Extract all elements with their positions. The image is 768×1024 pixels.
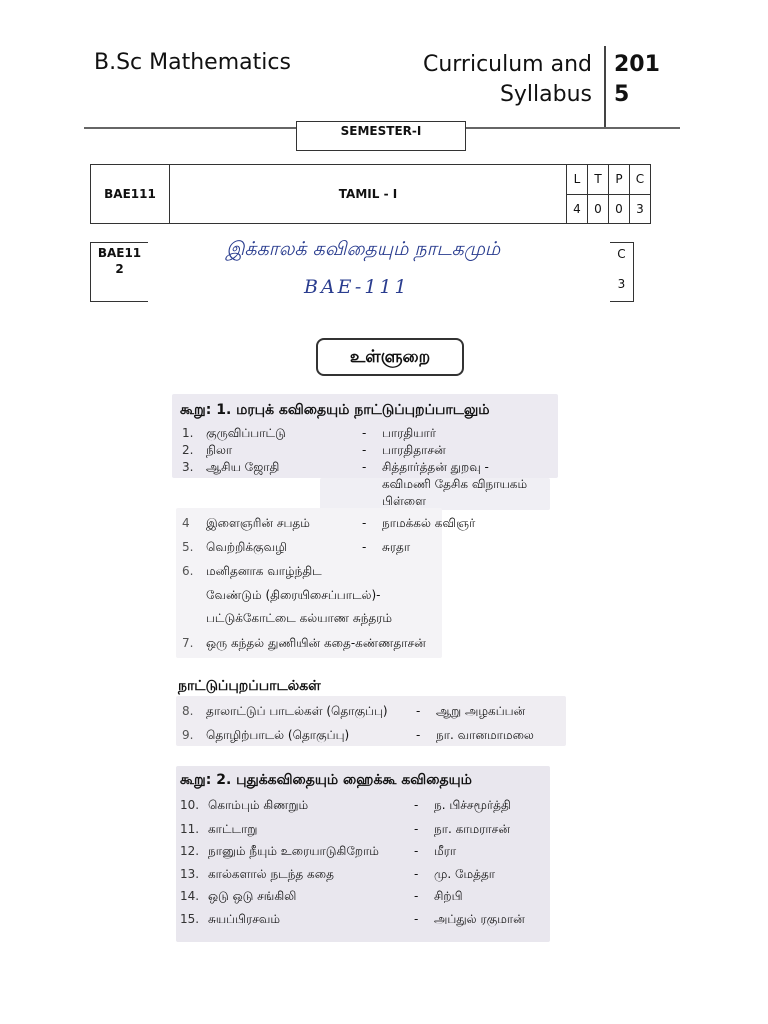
header-subtitle-line2: Syllabus bbox=[499, 82, 592, 107]
item-author: ஆறு அழகப்பன் bbox=[436, 704, 526, 718]
item-title: கொம்பும் கிணறும் bbox=[208, 798, 309, 812]
item-author: பாரதியார் bbox=[382, 426, 437, 440]
item-dash: - bbox=[414, 867, 419, 881]
item-author: நாமக்கல் கவிஞர் bbox=[382, 516, 476, 530]
item-title: வெற்றிக்குவழி bbox=[206, 540, 287, 554]
item-dash: - bbox=[414, 822, 419, 836]
header-divider bbox=[604, 46, 606, 128]
course2-credit bbox=[610, 242, 634, 302]
contents-heading: உள்ளுறை bbox=[316, 338, 464, 376]
item-title: சுயப்பிரசவம் bbox=[208, 912, 280, 926]
item-dash: - bbox=[414, 889, 419, 903]
course-table bbox=[90, 164, 651, 224]
item-number: 3. bbox=[182, 460, 194, 474]
list-item-continuation: கவிமணி தேசிக விநாயகம் bbox=[382, 477, 528, 491]
item-author: சித்தார்த்தன் துறவு - bbox=[382, 460, 489, 474]
header-year-line2: 5 bbox=[614, 82, 630, 107]
item-number: 8. bbox=[182, 704, 194, 718]
handwritten-code: BAE-111 bbox=[304, 276, 410, 298]
item-number: 11. bbox=[180, 822, 200, 836]
course2-credit-value: 3 bbox=[617, 277, 626, 291]
course2-credit-header: C bbox=[617, 247, 626, 261]
course2-code bbox=[90, 242, 148, 302]
item-author: சிற்பி bbox=[434, 889, 463, 903]
item-title: ஆசிய ஜோதி bbox=[206, 460, 280, 474]
course-title: TAMIL - I bbox=[170, 165, 567, 224]
section1-heading: கூறு: 1. மரபுக் கவிதையும் நாட்டுப்புறப்பாடலும் bbox=[180, 402, 490, 418]
item-author: சுரதா bbox=[382, 540, 411, 554]
item-title: ஒரு கந்தல் துணியின் கதை-கண்ணதாசன் bbox=[206, 636, 426, 650]
item-author: நா. காமராசன் bbox=[434, 822, 510, 836]
item-number: 5. bbox=[182, 540, 194, 554]
header-year bbox=[614, 50, 660, 110]
item-author: அப்துல் ரகுமான் bbox=[434, 912, 525, 926]
header-subtitle-line1: Curriculum and bbox=[422, 52, 592, 77]
ltpc-header-l: L bbox=[567, 165, 588, 195]
item-dash: - bbox=[416, 728, 421, 742]
item-title: காட்டாறு bbox=[208, 822, 258, 836]
item-author: பாரதிதாசன் bbox=[382, 443, 446, 457]
handwritten-title: இக்காலக் கவிதையும் நாடகமும் bbox=[226, 238, 501, 260]
item-number: 15. bbox=[180, 912, 200, 926]
list-item-continuation: பிள்ளை bbox=[382, 494, 426, 508]
item-author: மு. மேத்தா bbox=[434, 867, 496, 881]
course-code: BAE111 bbox=[91, 165, 170, 224]
item-title: குருவிப்பாட்டு bbox=[206, 426, 286, 440]
ltpc-value-l: 4 bbox=[567, 194, 588, 224]
item-author: நா. வானமாமலை bbox=[436, 728, 534, 742]
item-number: 13. bbox=[180, 867, 200, 881]
item-dash: - bbox=[414, 912, 419, 926]
list-item-continuation: பட்டுக்கோட்டை கல்யாண சுந்தரம் bbox=[206, 611, 393, 625]
item-number: 7. bbox=[182, 636, 194, 650]
folk-heading: நாட்டுப்புறப்பாடல்கள் bbox=[178, 678, 321, 694]
ltpc-value-c: 3 bbox=[630, 194, 651, 224]
item-dash: - bbox=[362, 516, 367, 530]
item-title: ஒடு ஒடு சங்கிலி bbox=[208, 889, 297, 903]
item-number: 2. bbox=[182, 443, 194, 457]
item-number: 4 bbox=[182, 516, 190, 530]
ltpc-header-t: T bbox=[588, 165, 609, 195]
item-number: 14. bbox=[180, 889, 200, 903]
semester-label: SEMESTER-I bbox=[296, 121, 466, 151]
item-title: நிலா bbox=[206, 443, 233, 457]
ltpc-header-c: C bbox=[630, 165, 651, 195]
header-subtitle bbox=[380, 50, 592, 110]
document-title: B.Sc Mathematics bbox=[94, 50, 291, 75]
item-number: 9. bbox=[182, 728, 194, 742]
item-title: தாலாட்டுப் பாடல்கள் (தொகுப்பு) bbox=[206, 704, 388, 718]
item-dash: - bbox=[362, 460, 367, 474]
item-dash: - bbox=[416, 704, 421, 718]
item-number: 10. bbox=[180, 798, 200, 812]
ltpc-header-p: P bbox=[609, 165, 630, 195]
item-number: 1. bbox=[182, 426, 194, 440]
course2-code-line1: BAE11 bbox=[97, 246, 142, 260]
item-title: கால்களால் நடந்த கதை bbox=[208, 867, 334, 881]
item-title: மனிதனாக வாழ்ந்திட bbox=[206, 564, 322, 578]
item-dash: - bbox=[414, 844, 419, 858]
item-dash: - bbox=[362, 426, 367, 440]
item-title: நானும் நீயும் உரையாடுகிறோம் bbox=[208, 844, 379, 858]
item-title: தொழிற்பாடல் (தொகுப்பு) bbox=[206, 728, 350, 742]
item-author: மீரா bbox=[434, 844, 457, 858]
ltpc-value-p: 0 bbox=[609, 194, 630, 224]
item-author: ந. பிச்சமூர்த்தி bbox=[434, 798, 511, 812]
ltpc-value-t: 0 bbox=[588, 194, 609, 224]
item-dash: - bbox=[362, 540, 367, 554]
item-dash: - bbox=[362, 443, 367, 457]
item-title: இளைஞரின் சபதம் bbox=[206, 516, 310, 530]
header-year-line1: 201 bbox=[614, 52, 660, 77]
section2-heading: கூறு: 2. புதுக்கவிதையும் ஹைக்கூ கவிதையும் bbox=[180, 772, 472, 788]
course2-code-line2: 2 bbox=[115, 262, 124, 276]
list-item-continuation: வேண்டும் (திரையிசைப்பாடல்)- bbox=[206, 588, 381, 602]
item-number: 12. bbox=[180, 844, 200, 858]
item-number: 6. bbox=[182, 564, 194, 578]
item-dash: - bbox=[414, 798, 419, 812]
